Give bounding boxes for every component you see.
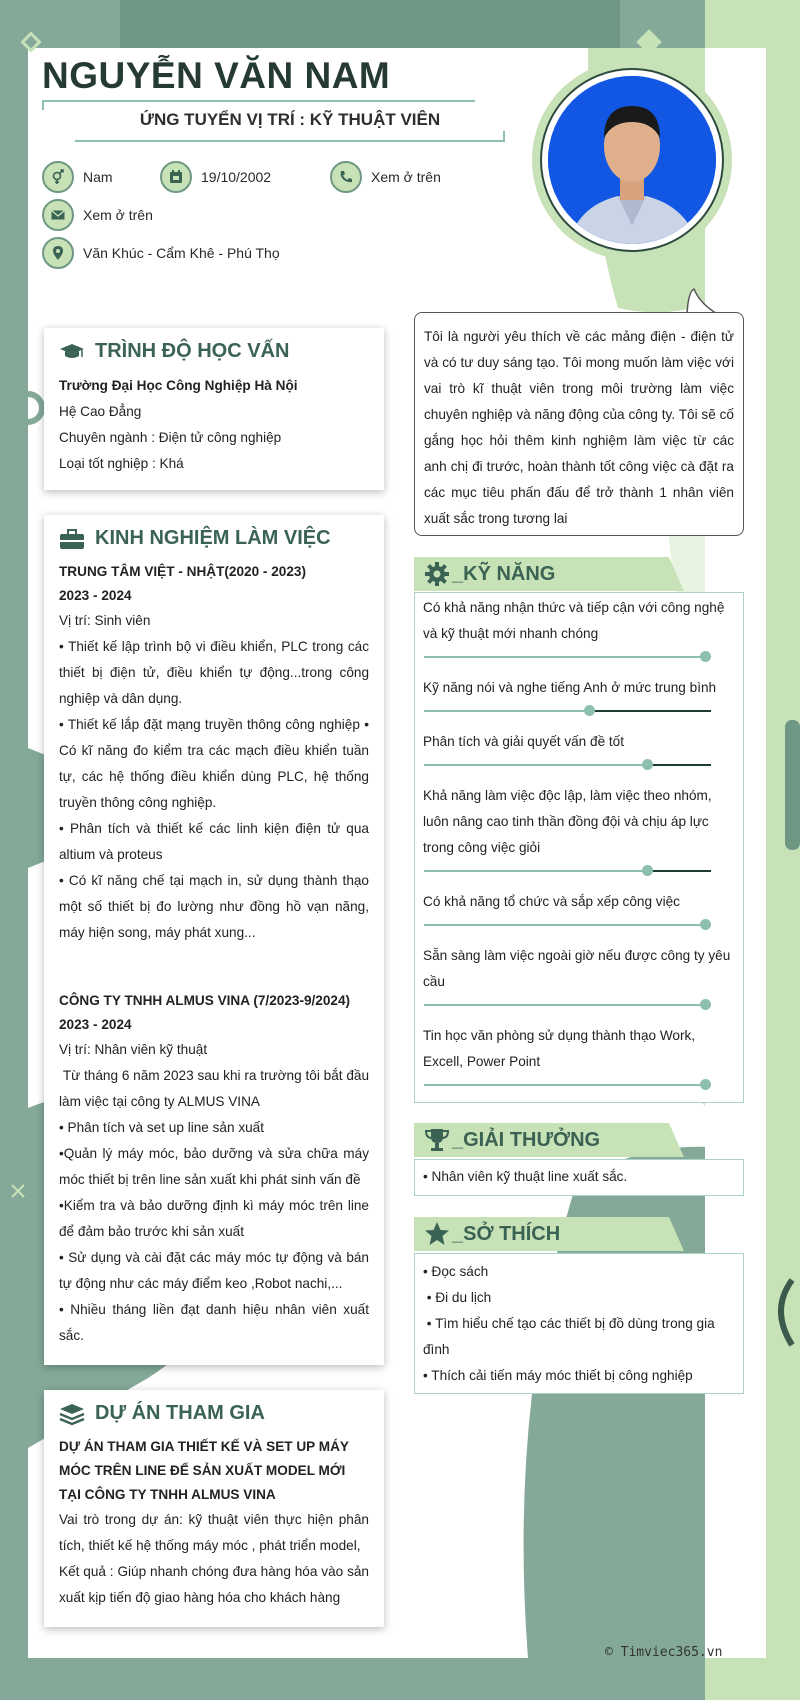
- address-text: Văn Khúc - Cẩm Khê - Phú Thọ: [83, 245, 280, 261]
- education-card: [44, 328, 384, 490]
- skill-item: Kỹ năng nói và nghe tiếng Anh ở mức trung bình: [423, 680, 717, 695]
- experience-card: [44, 515, 384, 1365]
- hobbies-box: [414, 1253, 744, 1394]
- skill-item: Khả năng làm việc độc lập, làm việc theo nhóm, luôn nâng cao tinh thần đồng đội và chịu áp lực trong công việc giỏi: [423, 788, 712, 855]
- job-period: 2023 - 2024: [59, 588, 132, 603]
- hobbies-title: _SỞ THÍCH: [452, 1222, 561, 1245]
- hobby-item: • Đi du lịch: [423, 1290, 492, 1305]
- gear-icon: [424, 561, 450, 587]
- hobbies-header: [414, 1217, 560, 1251]
- job-detail: •Kiểm tra và bảo dưỡng định kì máy móc trên line để đảm bảo trước khi sản xuất: [59, 1198, 369, 1239]
- projects-heading: [59, 1402, 369, 1425]
- birthday-info: [160, 161, 271, 193]
- hobby-item: • Tìm hiểu chế tạo các thiết bị đồ dùng trong gia đình: [423, 1316, 719, 1357]
- star-icon: [424, 1221, 450, 1247]
- experience-title: KINH NGHIỆM LÀM VIỆC: [95, 527, 331, 549]
- job-role: Vị trí: Nhân viên kỹ thuật: [59, 1042, 208, 1057]
- candidate-name: NGUYỄN VĂN NAM: [42, 55, 391, 96]
- job-detail: Từ tháng 6 năm 2023 sau khi ra trường tôi bắt đầu làm việc tại công ty ALMUS VINA: [59, 1068, 373, 1109]
- job-detail: • Phân tích và set up line sản xuất: [59, 1120, 265, 1135]
- header-divider: [42, 100, 475, 102]
- job-company: TRUNG TÂM VIỆT - NHẬT(2020 - 2023): [59, 564, 306, 579]
- address-info: [42, 237, 280, 269]
- awards-header: [414, 1123, 600, 1157]
- avatar-frame: [532, 60, 732, 260]
- email-text: Xem ở trên: [83, 207, 153, 223]
- skill-item: Sẵn sàng làm việc ngoài giờ nếu được công ty yêu cầu: [423, 948, 731, 989]
- skill-bar: [424, 870, 711, 872]
- skill-bar: [424, 764, 711, 766]
- skills-box: [414, 592, 744, 1103]
- job-detail: • Có kĩ năng chế tại mạch in, sử dụng thành thạo một số thiết bị đo lường như đồng hồ vạn năng, máy hiện song, máy phát xung...: [59, 873, 369, 940]
- skill-bar: [424, 924, 711, 926]
- skill-item: Có khả năng tổ chức và sắp xếp công việc: [423, 894, 680, 909]
- position-title: ỨNG TUYỂN VỊ TRÍ : KỸ THUẬT VIÊN: [139, 110, 441, 129]
- gender-icon: [42, 161, 74, 193]
- projects-card: [44, 1390, 384, 1627]
- school-name: Trường Đại Học Công Nghiệp Hà Nội: [59, 378, 298, 393]
- skill-bar: [424, 1084, 711, 1086]
- experience-heading: [59, 527, 369, 550]
- avatar: [548, 76, 716, 244]
- education-grade: Loại tốt nghiệp : Khá: [59, 456, 184, 471]
- gender-text: Nam: [83, 169, 113, 185]
- phone-info: [330, 161, 441, 193]
- email-icon: [42, 199, 74, 231]
- skill-item: Phân tích và giải quyết vấn đề tốt: [423, 734, 625, 749]
- briefcase-icon: [59, 528, 85, 550]
- skill-bar: [424, 1004, 711, 1006]
- job-detail: • Phân tích và thiết kế các linh kiện điện tử qua altium và proteus: [59, 821, 369, 862]
- job-detail: • Thiết kế lập trình bộ vi điều khiển, PLC trong các thiết bị điện tử, điều khiển tự động...trong công nghiệp và dân dụng.: [59, 639, 369, 706]
- calendar-icon: [160, 161, 192, 193]
- project-result: Kết quả : Giúp nhanh chóng đưa hàng hóa vào sản xuất kịp tiến độ giao hàng hóa cho khách hàng: [59, 1564, 369, 1605]
- phone-icon: [330, 161, 362, 193]
- hobby-item: • Thích cải tiến máy móc thiết bị công nghiệp: [423, 1368, 693, 1383]
- location-pin-icon: [42, 237, 74, 269]
- skills-title: _KỸ NĂNG: [452, 562, 556, 585]
- career-objective: Tôi là người yêu thích về các mảng điện - điện tử và có tư duy sáng tạo. Tôi mong muốn làm việc với vai trò kĩ thuật viên trong môi trường làm việc chuyên nghiệp và năng động của công ty. Tôi sẽ cố gắng học hỏi thêm kinh nghiệm làm việc từ các anh chị đi trước, hoàn thành tốt công việc cà đặt ra các mục tiêu phấn đấu để trở thành 1 nhân viên xuất sắc trong tương lai: [414, 312, 744, 536]
- hobby-item: • Đọc sách: [423, 1264, 489, 1279]
- trophy-icon: [424, 1127, 450, 1153]
- footer-credit: © Timviec365.vn: [605, 1645, 723, 1660]
- avatar-ring: [540, 68, 724, 252]
- project-name: DỰ ÁN THAM GIA THIẾT KẾ VÀ SET UP MÁY MÓC TRÊN LINE ĐỂ SẢN XUẤT MODEL MỚI TẠI CÔNG TY TNHH ALMUS VINA: [59, 1439, 349, 1502]
- job-role: Vị trí: Sinh viên: [59, 613, 151, 628]
- education-heading: [59, 340, 369, 363]
- job-period: 2023 - 2024: [59, 1017, 132, 1032]
- skill-item: Có khả năng nhận thức và tiếp cận với công nghệ và kỹ thuật mới nhanh chóng: [423, 600, 725, 641]
- project-role: Vai trò trong dự án: kỹ thuật viên thực hiện phân tích, thiết kế hệ thống máy móc , phát triển model,: [59, 1512, 369, 1553]
- skill-bar: [424, 656, 711, 658]
- awards-title: _GIẢI THƯỞNG: [452, 1128, 601, 1151]
- awards-box: [414, 1159, 744, 1196]
- skill-item: Tin học văn phòng sử dụng thành thạo Work, Excell, Power Point: [423, 1028, 696, 1069]
- job-detail: • Thiết kế lắp đặt mạng truyền thông công nghiệp • Có kĩ năng đo kiểm tra các mạch điều khiển tuần tự, các hệ thống điều khiển dùng PLC, hệ thống truyền thông công nghiệp.: [59, 717, 369, 810]
- job-detail: •Quản lý máy móc, bảo dưỡng và sửa chữa máy móc thiết bị trên line sản xuất khi phát sinh vấn đề: [59, 1146, 369, 1187]
- education-level: Hệ Cao Đẳng: [59, 404, 142, 419]
- job-detail: • Sử dụng và cài đặt các máy móc tự động và bán tự động như các máy điểm keo ,Robot nachi,...: [59, 1250, 369, 1291]
- birthday-text: 19/10/2002: [201, 169, 272, 185]
- job-company: CÔNG TY TNHH ALMUS VINA (7/2023-9/2024): [59, 993, 351, 1008]
- hobbies-list: [415, 1254, 743, 1394]
- graduation-cap-icon: [59, 341, 85, 363]
- phone-text: Xem ở trên: [371, 169, 441, 185]
- header-divider-2: [75, 140, 505, 142]
- layers-icon: [59, 1403, 85, 1425]
- projects-title: DỰ ÁN THAM GIA: [95, 1402, 265, 1424]
- education-title: TRÌNH ĐỘ HỌC VẤN: [95, 340, 290, 362]
- gender-info: [42, 161, 113, 193]
- portrait-photo: [548, 76, 716, 244]
- email-info: [42, 199, 153, 231]
- education-major: Chuyên ngành : Điện tử công nghiệp: [59, 430, 282, 445]
- skill-bar: [424, 710, 711, 712]
- award-item: • Nhân viên kỹ thuật line xuất sắc.: [423, 1169, 628, 1184]
- job-detail: • Nhiều tháng liền đạt danh hiệu nhân viên xuất sắc.: [59, 1302, 369, 1343]
- skills-header: [414, 557, 555, 591]
